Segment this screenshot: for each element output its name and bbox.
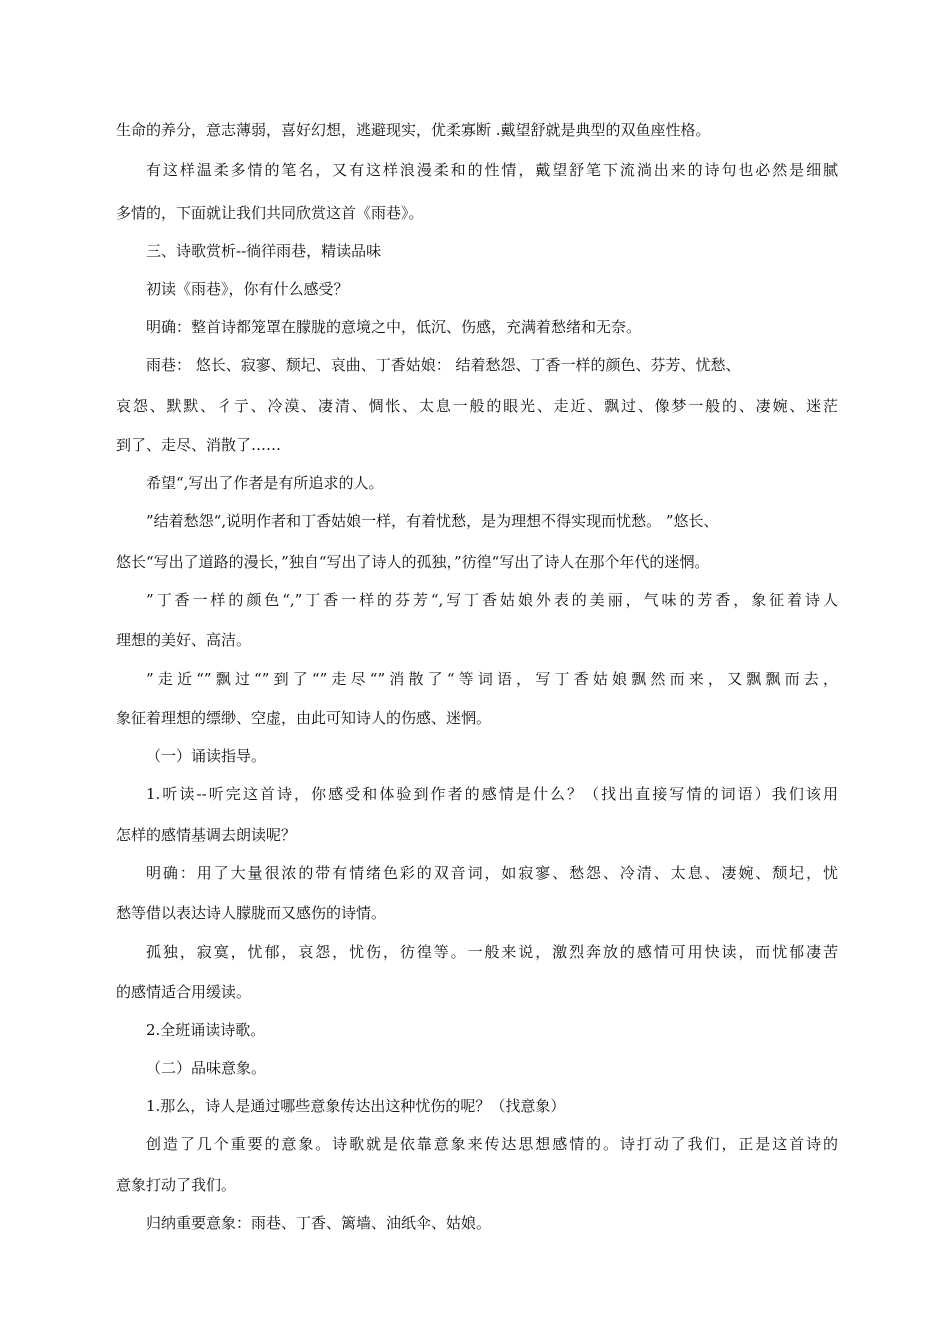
body-line: 归纳重要意象：雨巷、丁香、篱墙、油纸伞、姑娘。	[146, 1214, 492, 1232]
body-line: ”走近“”飘过“”到了“”走尽“”消散了“等词语，写丁香姑娘飘然而来，又飘飘而去，	[146, 670, 838, 688]
section-heading: 三、诗歌赏析--徜徉雨巷，精读品味	[146, 242, 382, 260]
body-line: 的感情适合用缓读。	[116, 983, 252, 1001]
body-line: 多情的，下面就让我们共同欣赏这首《雨巷》。	[116, 204, 424, 222]
body-line: 孤独，寂寞，忧郁，哀怨，忧伤，彷徨等。一般来说，激烈奔放的感情可用快读，而忧郁凄苦	[146, 943, 838, 961]
body-line: 悠长“写出了道路的漫长，”独自“写出了诗人的孤独，”彷徨“写出了诗人在那个年代的迷惘。	[116, 553, 710, 571]
body-line: 生命的养分，意志薄弱，喜好幻想，逃避现实，优柔寡断 .戴望舒就是典型的双鱼座性格。	[116, 121, 711, 139]
subsection-heading: （一）诵读指导。	[146, 747, 267, 765]
body-line: 到了、走尽、消散了……	[116, 436, 282, 454]
body-line: 希望“,写出了作者是有所追求的人。	[146, 474, 384, 492]
subsection-heading: （二）品味意象。	[146, 1059, 267, 1077]
body-line: 创造了几个重要的意象。诗歌就是依靠意象来传达思想感情的。诗打动了我们，正是这首诗的	[146, 1135, 838, 1153]
body-line: 1.听读--听完这首诗，你感受和体验到作者的感情是什么？（找出直接写情的词语）我们该用	[146, 785, 838, 803]
body-line: 2.全班诵读诗歌。	[146, 1021, 266, 1039]
body-line: 雨巷： 悠长、寂寥、颓圮、哀曲、丁香姑娘： 结着愁怨、丁香一样的颜色、芬芳、忧愁、	[146, 356, 741, 374]
body-line: 有这样温柔多情的笔名，又有这样浪漫柔和的性情，戴望舒笔下流淌出来的诗句也必然是细腻	[146, 161, 838, 179]
body-line: 1.那么，诗人是通过哪些意象传达出这种忧伤的呢？（找意象）	[146, 1097, 566, 1115]
body-line: 哀怨、默默、彳亍、冷漠、凄清、惆怅、太息一般的眼光、走近、飘过、像梦一般的、凄婉、迷茫	[116, 397, 838, 415]
body-line: 意象打动了我们。	[116, 1176, 237, 1194]
body-line: 怎样的感情基调去朗读呢？	[116, 826, 297, 844]
body-line: 初读《雨巷》，你有什么感受？	[146, 280, 349, 298]
body-line: 明确：整首诗都笼罩在朦胧的意境之中，低沉、伤感，充满着愁绪和无奈。	[146, 318, 642, 336]
body-line: ”丁香一样的颜色“,”丁香一样的芬芳“,写丁香姑娘外表的美丽，气味的芳香，象征着诗人	[146, 591, 838, 609]
body-line: 明确：用了大量很浓的带有情绪色彩的双音词，如寂寥、愁怨、冷清、太息、凄婉、颓圮，忧	[146, 864, 838, 882]
body-line: 愁等借以表达诗人朦胧而又感伤的诗情。	[116, 904, 387, 922]
body-line: ”结着愁怨“,说明作者和丁香姑娘一样，有着忧愁，是为理想不得实现而忧愁。 ”悠长、	[146, 512, 719, 530]
body-line: 理想的美好、高洁。	[116, 631, 252, 649]
body-line: 象征着理想的缥缈、空虚，由此可知诗人的伤感、迷惘。	[116, 709, 492, 727]
